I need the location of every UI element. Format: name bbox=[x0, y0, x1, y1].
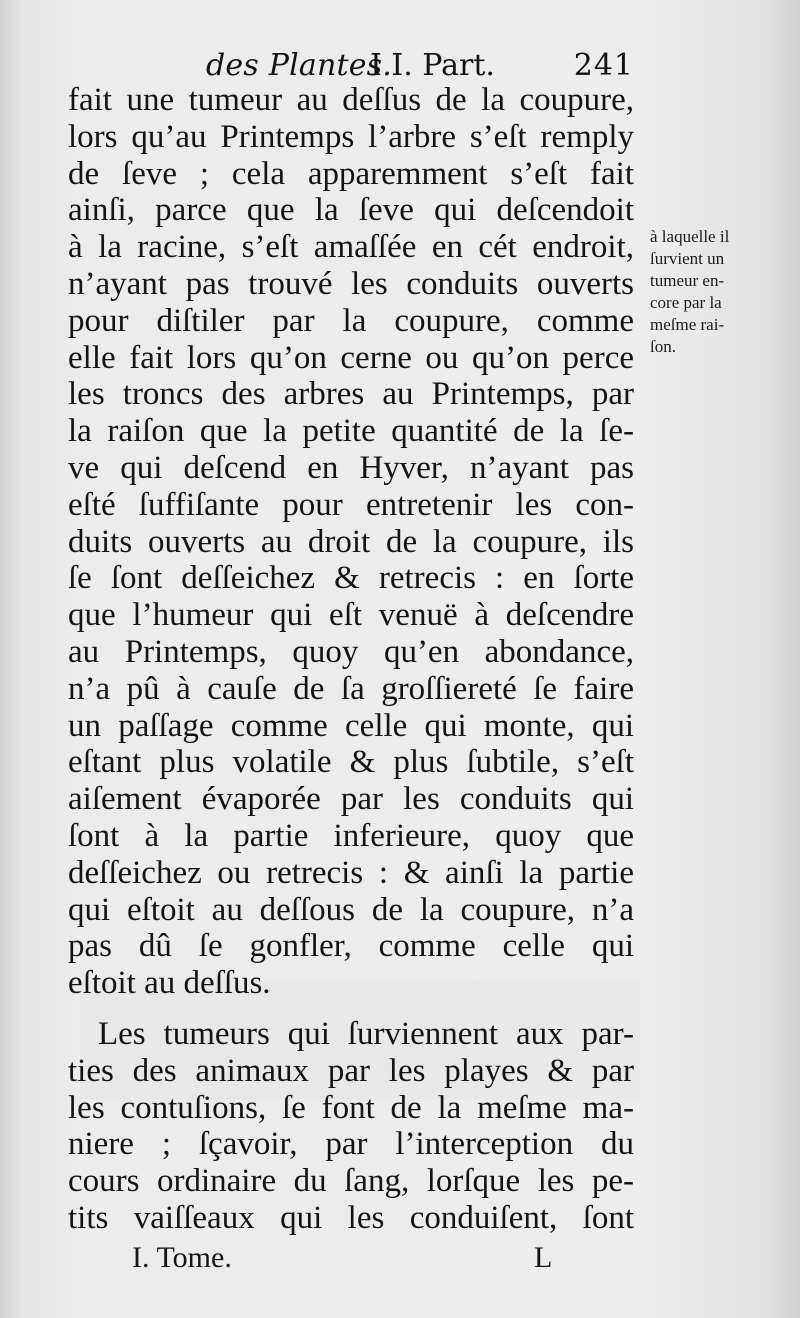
body-text bbox=[68, 82, 634, 1237]
gathering-signature-mark: L bbox=[534, 1241, 553, 1274]
volume-signature: I. Tome. bbox=[132, 1241, 232, 1274]
marginal-note-line: meſme rai- bbox=[650, 315, 725, 334]
text-line: n’a pû à cauſe de ſa groſſiereté ſe faire bbox=[68, 670, 634, 707]
text-line: ties des animaux par les playes & par bbox=[68, 1052, 634, 1089]
marginal-note-line: à laquelle il bbox=[650, 227, 730, 246]
page-number: 241 bbox=[573, 48, 634, 83]
text-line: duits ouverts au droit de la coupure, ils bbox=[68, 523, 634, 560]
page-footer bbox=[68, 1238, 634, 1278]
text-line: ſe ſont deſſeichez & retrecis : en ſorte bbox=[68, 560, 634, 597]
text-line: fait une tumeur au deſſus de la coupure, bbox=[68, 82, 634, 118]
paragraph-gap bbox=[68, 1002, 634, 1016]
text-line: elle fait lors qu’on cerne ou qu’on perce bbox=[68, 339, 634, 376]
text-line: tits vaiſſeaux qui les conduiſent, ſont bbox=[68, 1199, 634, 1236]
marginal-note bbox=[650, 226, 762, 358]
marginal-note-line: ſon. bbox=[650, 337, 676, 356]
text-line: aiſement évaporée par les conduits qui bbox=[68, 781, 634, 818]
text-line: ve qui deſcend en Hyver, n’ayant pas bbox=[68, 449, 634, 486]
marginal-note-line: ſurvient un bbox=[650, 249, 725, 268]
running-head-title: des Plantes. bbox=[206, 48, 393, 83]
text-line: cours ordinaire du ſang, lorſque les pe- bbox=[68, 1163, 634, 1200]
text-line: ſont à la partie inferieure, quoy que bbox=[68, 817, 634, 854]
text-line: ainſi, parce que la ſeve qui deſcendoit bbox=[68, 192, 634, 229]
text-line: la raiſon que la petite quantité de la ſe- bbox=[68, 413, 634, 450]
text-line: eſtant plus volatile & plus ſubtile, s’eſt bbox=[68, 744, 634, 781]
text-line: au Printemps, quoy qu’en abondance, bbox=[68, 633, 634, 670]
running-head-part: I I. Part. bbox=[370, 48, 495, 83]
text-line: eſtoit au deſſus. bbox=[68, 965, 271, 1002]
text-line: n’ayant pas trouvé les conduits ouverts bbox=[68, 265, 634, 302]
text-line: de ſeve ; cela apparemment s’eſt fait bbox=[68, 155, 634, 192]
text-line: Les tumeurs qui ſurviennent aux par- bbox=[98, 1015, 634, 1052]
text-line: niere ; ſçavoir, par l’interception du bbox=[68, 1126, 634, 1163]
text-line: qui eſtoit au deſſous de la coupure, n’a bbox=[68, 891, 634, 928]
text-line: que l’humeur qui eſt venuë à deſcendre bbox=[68, 597, 634, 634]
text-line: à la racine, s’eſt amaſſée en cét endroit, bbox=[68, 229, 634, 266]
text-line: lors qu’au Printemps l’arbre s’eſt remply bbox=[68, 118, 634, 155]
text-line: pour diſtiler par la coupure, comme bbox=[68, 302, 634, 339]
marginal-note-line: core par la bbox=[650, 293, 722, 312]
text-line: un paſſage comme celle qui monte, qui bbox=[68, 707, 634, 744]
marginal-note-line: tumeur en- bbox=[650, 271, 725, 290]
text-line: les troncs des arbres au Printemps, par bbox=[68, 376, 634, 413]
text-line: deſſeichez ou retrecis : & ainſi la partie bbox=[68, 854, 634, 891]
text-line: eſté ſuffiſante pour entretenir les con- bbox=[68, 486, 634, 523]
text-line: les contuſions, ſe font de la meſme ma- bbox=[68, 1089, 634, 1126]
text-line: pas dû ſe gonfler, comme celle qui bbox=[68, 928, 634, 965]
